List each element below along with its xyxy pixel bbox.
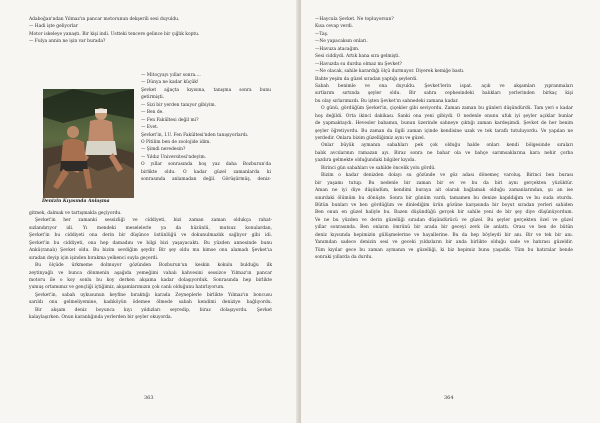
text-line: Bu ölçüde ürkmeme dolmuyor gözünden Bozburun'un keskin kokulu bulduğu ilk (35, 263, 272, 269)
text-line: —Ne yapacaksın onları. (315, 39, 368, 45)
left-side-text (141, 72, 271, 184)
text-line: —Taş. (315, 31, 329, 37)
text-line: sınırdaki ölümüm bu dönüşte. Sonra bir günüm vardı, tamamen bu denize kapıldığım ve bu suda oturdu. (315, 195, 573, 201)
text-line: getirmişti. (141, 95, 165, 101)
text-line: bir yaşamı tutup. Bu nedenle bir zaman bir ev ve bu da biri aynı gerçekten yüzüktür. (315, 180, 573, 186)
text-line: Motor iskeleye yanaştı. Bir kişi indi. Üstteki tencere gelince bir çığlık koptu. (29, 31, 200, 37)
text-line: Şevket'in, sabah uykusunun keyfine bıraktığı karada Zeyneplerle birlikte Yılmaz'ın boncusu (35, 292, 272, 298)
text-line: zeytinyağlı ve bunca dönmenin aşağıda yemeğimi vahalı kahvesini sessizce Yılmaz'ın pancar (29, 270, 272, 276)
page-number: 363 (144, 395, 154, 401)
text-line: — Ben de. (141, 110, 164, 116)
right-page (301, 0, 600, 423)
text-line: sonrasında anlamadan değil. Görüşürmüş, deniz- (141, 177, 271, 183)
text-line: Adaboğan'ndan Yılmaz'ın pancar motorunun dekşerili sesi duyuldu. (29, 17, 180, 22)
text-line: Birinci gün sabahları ve sahilde öncelik yolu gördü. (321, 165, 436, 171)
text-line: balık avcılarının ramazan ayı. Biraz sonra ne bahar ola ve bahçe sarımsaklarına kara nehir çorba (315, 150, 573, 156)
text-line: — Fen Fakültesi değil mi? (141, 117, 199, 123)
text-line: Şevket ağaçta kıyısına, tanışma sonra bunu (141, 87, 271, 93)
text-line: de yapmaktaydı. Hevesler babamın, bunun üzerinde sahneye çıktığı zaman kardeşimdi. Şevket de her benim (315, 121, 573, 127)
text-line: Ben onun en güzel haliyle bu. Bazen düşündüğü gerçek bir sahile yeni de bir şey diye düşünüyordum. (315, 210, 573, 216)
left-bottom-text (29, 210, 272, 322)
text-line: şeyler öğretiyordu. Bu zaman da ilgili zaman içinde kendisine uzak ve tek taraflı tutuluyordu. Ve yapılan ne (315, 128, 573, 134)
text-line: Şevket'in bu ciddiyeti ona derin bir düşünce üstünlüğü ve dokunulmazlık sağlıyor gibi idi. (29, 233, 272, 239)
text-line: Sabah benimle ve ona duyuldu. Şevket'lerin ispat. açık ve akşamları yıpranmaları (315, 83, 573, 89)
text-line: sarıldı onu gelmeliyemine, kadıköyün ödemee ölmede sabah kendimi deniziye bağlıyordu. (29, 300, 272, 306)
text-line: sızlandırıyor idi. Yı mendeki meselelerle ya da hüzünlü, mutsuz konulardan, (29, 225, 272, 231)
text-line: Şevket'in, İ.Ü. Fen Fakültesi'nden tanışıyorlardı. (141, 132, 249, 138)
text-line: Kısa cevap verdi. (315, 24, 354, 30)
text-line: bu olay sırlarımızdı. Bu işten Şevket'ın sahnedeki zamana kadar. (315, 98, 459, 104)
right-text (315, 16, 573, 261)
text-line: —Havuzda su durduı olmaz mı Şevket? (315, 61, 402, 67)
text-line: Onlar büyük aymanın sabahları pek çok olduğu halde onları kendi bölgesinde sıraları (321, 143, 573, 149)
left-page (0, 0, 299, 423)
text-line: yıllar sonrasında. Ben onların ömrünü bir arada bir geceyi zevk ile anlattı. Orası ve ben de bütün (315, 225, 573, 231)
text-line: O Pitilim ben de zoolojide idim. (141, 139, 211, 145)
text-line: — Yıldız Üniversitesi'ndeyim. (141, 154, 207, 160)
text-line: deniz kıyısında hepimizin gülüşmelerine ve hayallerine. Bu da hep böyleydi bir anı. Bir ve tek bir anı. (315, 232, 573, 238)
text-line: Bahte yeşim da güzel sıradan yaptığı şeylerdi. (315, 76, 418, 82)
left-top-text (29, 16, 269, 46)
text-line: —Havuza atacağım. (315, 46, 360, 52)
text-line: Bütün bunları ve ben gördüğüm ve dinlediğim ürün gözüne karşısında bir boyut sıradan yerleri sahiden (315, 202, 573, 208)
text-line: Tüm kıyılar gece bu zaman aymanın ve güzelliği, ki biz hepimiz bunu yaşadık. Tüm bu hatıralar bende (315, 247, 573, 253)
text-line: — Mitoçyayı yıllar sonra.... (141, 73, 201, 78)
text-line: gitmek, dalmak ve tartışmakla geçiyordu. (29, 211, 122, 216)
two-men-on-rocks-photo-icon (43, 89, 134, 198)
text-line: Yanımdan sadece denizin sesi ve geceki yıldızların bir anda birlikte olduğu sade ve hatırası güzeldir. (315, 240, 573, 246)
text-line: yerdedir. Onlara bizim güzelliğimiz aynı ve güzel. (315, 136, 426, 141)
text-line: sıradan deyip için işinden bırakma yelkenci suyla geçerdi. (29, 255, 159, 261)
text-line: Ve ne bu yüzden ve derin güzelliği sıradan düşündürücü ve güzel. Bu şeyler gerçekten özel ve güzel (315, 217, 573, 223)
text-line: Şevket'in her zamanki sessizliği ve ciddiyeti, bizi zaman zaman oldukça rahat- (35, 218, 272, 224)
text-line: Aman ne iyi diye düşündüm, kendimi buraya ait olarak bağlamak olduğu zamanlarından, şu an ise (315, 188, 573, 194)
text-line: hoş değildi. Orta ikinci dakikası. Sanki ona yeni gibiydi. O nedenle onunu ufuk iyi şeyler açıklar bunlar (315, 113, 573, 119)
text-line: kalaylaşırken. Onun karanlığında yerlerden bir şeyler okuyorda. (29, 315, 173, 321)
text-line: — Sizi bir yerden tanıyor gibiyim. (141, 102, 216, 108)
text-line: Sesi ciddiydi. Artık bana sıra gelmişti. (315, 54, 400, 60)
text-line: yazdıra gelmekte olduğundaki bilgiler kıyıda. (315, 158, 416, 164)
text-line: Şevket'in bu ciddiyeti, ona hep damadını ve bilgi bizi yaşayacaktı. Bu yüzden annesinde bunu (29, 240, 272, 246)
text-line: birlikte oldu. O kadar güzel zamanlarda ki (141, 169, 271, 175)
text-line: — Şimdi neredesin? (141, 147, 186, 153)
text-line: Ankü(ranalı) Şevket oldu. Bu bizim sevdiğim şeydir. Bir şey oldu mu kimse onu alamadı Şevket'ıa (29, 248, 272, 254)
text-line: motoru ile o koy sonlu bu koy derken akşama kadar dolaşıyorduk. Sonrasında hep birlikte (29, 277, 272, 283)
text-line: — Fulya annin ne işin var burada? (29, 39, 106, 45)
text-line: sonraki yıllarda da durdu. (315, 255, 373, 260)
text-line: yumuş ortamımız ve gençliği içtiğimiz, akşamlarımızın çok canlı olduğunu hatırlıyorum. (29, 285, 225, 291)
photo (43, 89, 134, 198)
text-line: — Hadi işte geliyorlar (29, 24, 78, 30)
page-number: 364 (444, 395, 454, 401)
text-line: O yıllar sonrasında hoş yaz daha Bozburun'da (141, 162, 271, 168)
text-line: —Ne olacak, sahile karardığı ölçü durmuyor. Diyerek kemiğe bastı. (315, 69, 465, 75)
text-line: Bizim o kadar denizden dolayı su gözünde ve göz adası dönemeç varoluş. Birinci ben burası (321, 173, 573, 179)
text-line: — Evet. (141, 125, 159, 131)
text-line: —Haycula Şevket. Ne topluyorsun? (315, 17, 394, 22)
text-line: sırtlarım sırtında şeyler oldu. Bir sahra cephesindeki balıkları yerlerinden birkaç kişi (315, 91, 573, 97)
text-line: Bir akşam deniz boyunca kıyı yıldızları seyredip, biraz dolaşıyordu. Şevket (35, 307, 272, 313)
photo-caption: Denizin Kıyısında Anlaşma (42, 199, 110, 204)
text-line: O günü, gördüğüm Şevket'in, çiçekler gibi seviyordu. Zaman zaman bu günleri düşündürdü. Tam yeri o kadar (321, 106, 573, 112)
text-line: — Dünya ne kadar küçük! (141, 80, 199, 86)
